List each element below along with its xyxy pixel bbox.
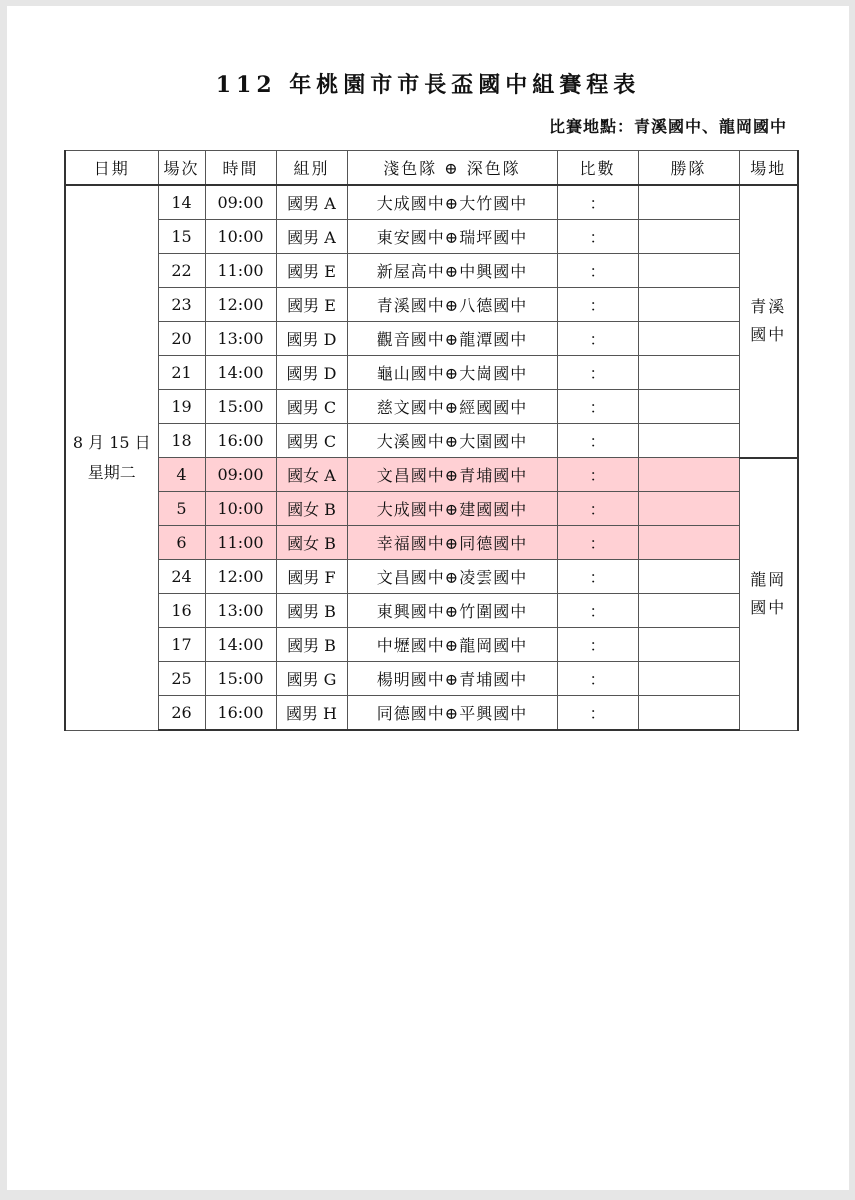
winner-cell: [638, 424, 739, 458]
time-cell: 12:00: [205, 560, 276, 594]
table-row: [65, 628, 798, 662]
game-number-cell: 19: [158, 390, 205, 424]
column-header: 勝隊: [638, 151, 739, 186]
game-number-cell: 20: [158, 322, 205, 356]
game-number-cell: 18: [158, 424, 205, 458]
game-number-cell: 15: [158, 220, 205, 254]
game-number-cell: 4: [158, 458, 205, 492]
weekday-label: 星期二: [87, 462, 136, 482]
time-cell: 15:00: [205, 390, 276, 424]
score-cell: ：: [557, 560, 638, 594]
score-cell: ：: [557, 458, 638, 492]
score-cell: ：: [557, 526, 638, 560]
group-cell: 國男 C: [276, 390, 347, 424]
column-header: 日期: [65, 151, 158, 186]
group-cell: 國男 E: [276, 254, 347, 288]
table-row: [65, 185, 798, 220]
time-cell: 16:00: [205, 696, 276, 731]
score-cell: ：: [557, 185, 638, 220]
time-cell: 14:00: [205, 628, 276, 662]
match-cell: 中壢國中⊕龍岡國中: [347, 628, 557, 662]
table-row: [65, 492, 798, 526]
match-cell: 東興國中⊕竹圍國中: [347, 594, 557, 628]
page-title: 112 年桃園市市長盃國中組賽程表: [215, 72, 641, 98]
table-row: [65, 288, 798, 322]
group-cell: 國女 B: [276, 492, 347, 526]
winner-cell: [638, 628, 739, 662]
score-cell: ：: [557, 390, 638, 424]
schedule-table: [64, 150, 799, 731]
column-header: 比數: [557, 151, 638, 186]
game-number-cell: 22: [158, 254, 205, 288]
winner-cell: [638, 390, 739, 424]
group-cell: 國男 A: [276, 220, 347, 254]
match-cell: 慈文國中⊕經國國中: [347, 390, 557, 424]
match-cell: 大溪國中⊕大園國中: [347, 424, 557, 458]
game-number-cell: 26: [158, 696, 205, 731]
game-number-cell: 21: [158, 356, 205, 390]
time-cell: 11:00: [205, 254, 276, 288]
group-cell: 國男 E: [276, 288, 347, 322]
venue-cell: [739, 458, 798, 731]
game-number-cell: 17: [158, 628, 205, 662]
table-row: [65, 696, 798, 731]
table-row: [65, 322, 798, 356]
venue-name-line1: 龍岡: [750, 570, 787, 589]
group-cell: 國男 H: [276, 696, 347, 731]
match-cell: 新屋高中⊕中興國中: [347, 254, 557, 288]
group-cell: 國男 G: [276, 662, 347, 696]
score-cell: ：: [557, 254, 638, 288]
group-cell: 國男 D: [276, 322, 347, 356]
winner-cell: [638, 662, 739, 696]
score-cell: ：: [557, 356, 638, 390]
match-cell: 龜山國中⊕大崗國中: [347, 356, 557, 390]
column-header: 場次: [158, 151, 205, 186]
column-header: 場地: [739, 151, 798, 186]
time-cell: 09:00: [205, 458, 276, 492]
score-cell: ：: [557, 220, 638, 254]
game-number-cell: 23: [158, 288, 205, 322]
venue-name-line2: 國中: [750, 325, 787, 345]
table-row: [65, 356, 798, 390]
group-cell: 國男 C: [276, 424, 347, 458]
winner-cell: [638, 696, 739, 731]
table-row: [65, 254, 798, 288]
winner-cell: [638, 356, 739, 390]
time-cell: 14:00: [205, 356, 276, 390]
winner-cell: [638, 594, 739, 628]
winner-cell: [638, 560, 739, 594]
game-number-cell: 5: [158, 492, 205, 526]
game-number-cell: 24: [158, 560, 205, 594]
table-row: [65, 526, 798, 560]
game-number-cell: 14: [158, 185, 205, 220]
match-cell: 同德國中⊕平興國中: [347, 696, 557, 731]
table-row: [65, 560, 798, 594]
winner-cell: [638, 254, 739, 288]
group-cell: 國男 F: [276, 560, 347, 594]
score-cell: ：: [557, 628, 638, 662]
winner-cell: [638, 458, 739, 492]
column-header: 淺色隊 ⊕ 深色隊: [347, 151, 557, 186]
match-cell: 東安國中⊕瑞坪國中: [347, 220, 557, 254]
time-cell: 13:00: [205, 322, 276, 356]
time-cell: 12:00: [205, 288, 276, 322]
table-row: [65, 220, 798, 254]
table-header-row: [65, 151, 798, 186]
column-header: 時間: [205, 151, 276, 186]
winner-cell: [638, 220, 739, 254]
time-cell: 15:00: [205, 662, 276, 696]
group-cell: 國女 B: [276, 526, 347, 560]
match-cell: 楊明國中⊕青埔國中: [347, 662, 557, 696]
winner-cell: [638, 288, 739, 322]
schedule-body: [65, 185, 798, 730]
winner-cell: [638, 492, 739, 526]
match-cell: 文昌國中⊕青埔國中: [347, 458, 557, 492]
winner-cell: [638, 322, 739, 356]
score-cell: ：: [557, 288, 638, 322]
match-cell: 文昌國中⊕凌雲國中: [347, 560, 557, 594]
time-cell: 13:00: [205, 594, 276, 628]
match-cell: 大成國中⊕建國國中: [347, 492, 557, 526]
time-cell: 16:00: [205, 424, 276, 458]
score-cell: ：: [557, 492, 638, 526]
game-number-cell: 6: [158, 526, 205, 560]
table-row: [65, 594, 798, 628]
match-cell: 觀音國中⊕龍潭國中: [347, 322, 557, 356]
table-row: [65, 390, 798, 424]
score-cell: ：: [557, 594, 638, 628]
winner-cell: [638, 526, 739, 560]
time-cell: 11:00: [205, 526, 276, 560]
group-cell: 國女 A: [276, 458, 347, 492]
column-header: 組別: [276, 151, 347, 186]
group-cell: 國男 B: [276, 594, 347, 628]
table-row: [65, 424, 798, 458]
venue-line: 比賽地點：青溪國中、龍岡國中: [548, 117, 787, 136]
match-cell: 大成國中⊕大竹國中: [347, 185, 557, 220]
date-label: 8 月 15 日: [72, 432, 151, 452]
venue-name-line1: 青溪: [750, 297, 787, 317]
group-cell: 國男 D: [276, 356, 347, 390]
date-cell: [65, 185, 158, 730]
game-number-cell: 16: [158, 594, 205, 628]
table-row: [65, 458, 798, 492]
winner-cell: [638, 185, 739, 220]
table-row: [65, 662, 798, 696]
group-cell: 國男 B: [276, 628, 347, 662]
score-cell: ：: [557, 696, 638, 731]
score-cell: ：: [557, 424, 638, 458]
venue-name-line2: 國中: [750, 598, 787, 617]
match-cell: 幸福國中⊕同德國中: [347, 526, 557, 560]
group-cell: 國男 A: [276, 185, 347, 220]
venue-cell: [739, 185, 798, 458]
time-cell: 10:00: [205, 220, 276, 254]
game-number-cell: 25: [158, 662, 205, 696]
schedule-page: [7, 6, 849, 1190]
time-cell: 10:00: [205, 492, 276, 526]
score-cell: ：: [557, 322, 638, 356]
score-cell: ：: [557, 662, 638, 696]
match-cell: 青溪國中⊕八德國中: [347, 288, 557, 322]
time-cell: 09:00: [205, 185, 276, 220]
